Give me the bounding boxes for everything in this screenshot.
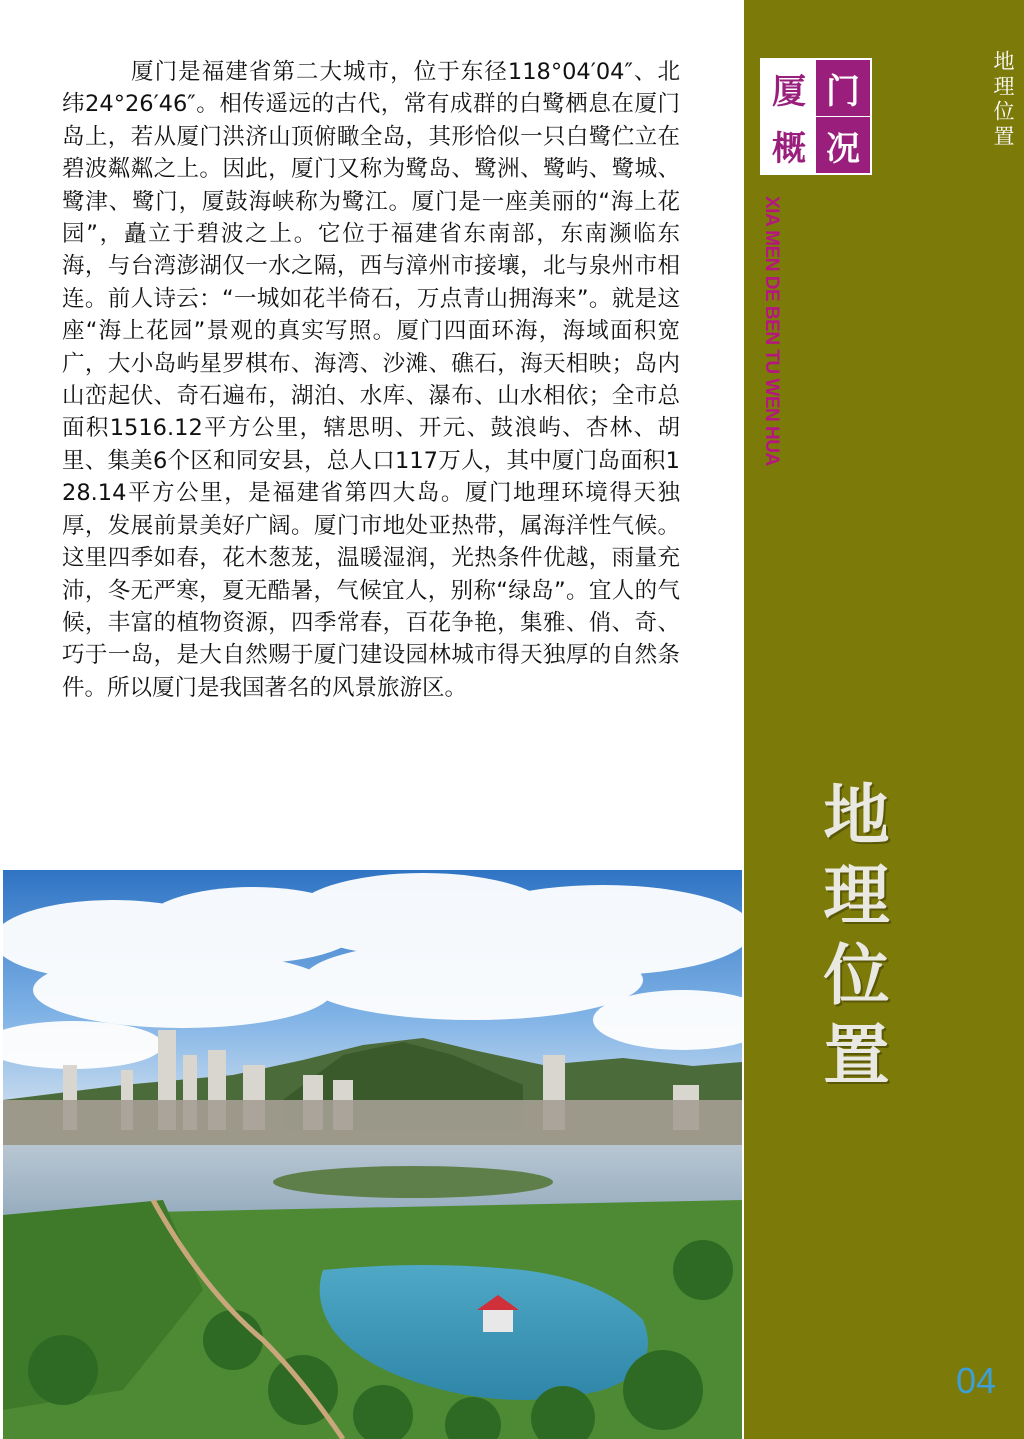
xiamen-landscape-photo	[3, 870, 742, 1439]
logo-char-1: 厦	[762, 60, 816, 116]
article-paragraph: 厦门是福建省第二大城市，位于东径118°04′04″、北纬24°26′46″。相传遥远的古代，常有成群的白鹭栖息在厦门岛上，若从厦门洪济山顶俯瞰全岛，其形恰似一只白鹭伫立在碧波粼粼之上。因此，厦门又称为鹭岛、鹭洲、鹭屿、鹭城、鹭津、鹭门，厦鼓海峡称为鹭江。厦门是一座美丽的“海上花园”，矗立于碧波之上。它位于福建省东南部，东南濒临东海，与台湾澎湖仅一水之隔，西与漳州市接壤，北与泉州市相连。前人诗云：“一城如花半倚石，万点青山拥海来”。就是这座“海上花园”景观的真实写照。厦门四面环海，海域面积宽广，大小岛屿星罗棋布、海湾、沙滩、礁石，海天相映；岛内山峦起伏、奇石遍布，湖泊、水库、瀑布、山水相依；全市总面积1516.12平方公里，辖思明、开元、鼓浪屿、杏林、胡里、集美6个区和同安县，总人口117万人，其中厦门岛面积128.14平方公里，是福建省第四大岛。厦门地理环境得天独厚，发展前景美好广阔。厦门市地处亚热带，属海洋性气候。这里四季如春，花木葱茏，温暖湿润，光热条件优越，雨量充沛，冬无严寒，夏无酷暑，气候宜人，别称“绿岛”。宜人的气候，丰富的植物资源，四季常春，百花争艳，集雅、俏、奇、巧于一岛，是大自然赐于厦门建设园林城市得天独厚的自然条件。所以厦门是我国著名的风景旅游区。	[62, 59, 680, 701]
section-title: 地理位置	[812, 780, 889, 1100]
logo-char-2: 门	[816, 60, 870, 116]
vertical-subtitle: XIA MEN DE BEN TU WEN HUA	[761, 196, 782, 466]
landscape-illustration	[3, 870, 742, 1439]
logo-char-4: 况	[816, 117, 870, 173]
page-number: 04	[956, 1360, 997, 1401]
logo-char-3: 概	[762, 117, 816, 173]
sidebar-panel	[744, 0, 1024, 1439]
section-logo	[760, 58, 872, 175]
article-text	[62, 56, 680, 704]
corner-section-label: 地理位置	[991, 50, 1015, 150]
